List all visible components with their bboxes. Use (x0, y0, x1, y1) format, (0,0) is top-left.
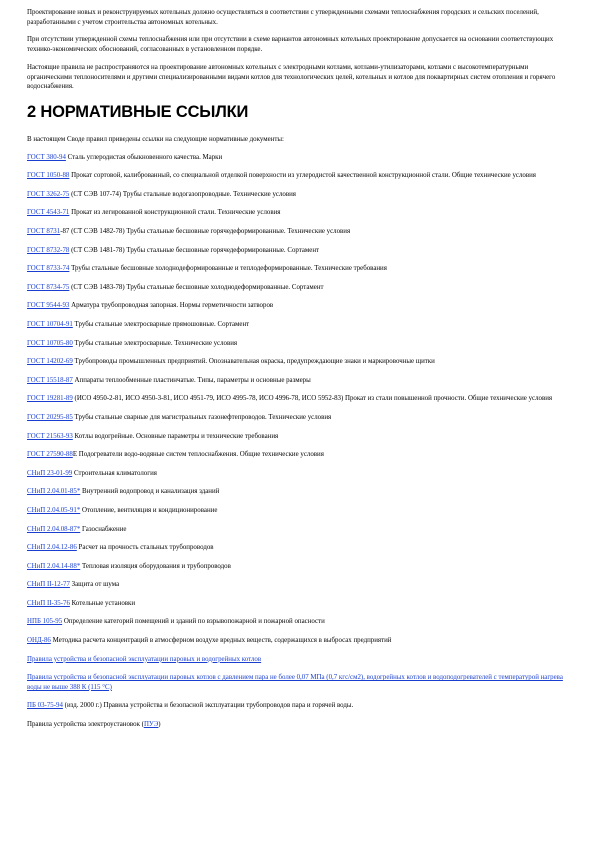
reference-prefix: Правила устройства электроустановок ( (27, 721, 144, 729)
reference-title: -87 (СТ СЭВ 1482-78) Трубы стальные бесшовные горячедеформированные. Технические условия (60, 228, 351, 236)
reference-link[interactable]: СНиП 2.04.01-85* (27, 488, 81, 496)
reference-title: Защита от шума (69, 581, 120, 589)
reference-item (27, 487, 567, 497)
reference-title: Расчет на прочность стальных трубопроводов (76, 544, 214, 552)
reference-title: Трубы стальные электросварные. Технические условия (72, 339, 238, 347)
reference-link[interactable]: ГОСТ 4543-71 (27, 209, 70, 217)
reference-item (27, 283, 567, 293)
document-page (27, 8, 567, 739)
reference-title: Трубы стальные сварные для магистральных газонефтепроводов. Технические условия (72, 413, 332, 421)
reference-link[interactable]: СНиП II-35-76 (27, 599, 70, 607)
reference-title: Арматура трубопроводная запорная. Нормы герметичности затворов (69, 302, 274, 310)
reference-item (27, 720, 567, 730)
reference-link[interactable]: ГОСТ 8734-75 (27, 283, 70, 291)
reference-item (27, 246, 567, 256)
reference-item (27, 617, 567, 627)
reference-title: Котлы водогрейные. Основные параметры и технические требования (72, 432, 279, 440)
reference-item (27, 543, 567, 553)
reference-title: Определение категорий помещений и зданий по взрывопожарной и пожарной опасности (62, 618, 325, 626)
intro-paragraph: Проектирование новых и реконструируемых котельных должно осуществляться в соответствии с утвержденными схемами теплоснабжения городских и сельских поселений, разработанными с учетом строительства автономных котельных. (27, 9, 539, 26)
reference-title: Аппараты теплообменные пластинчатые. Типы, параметры и основные размеры (72, 376, 311, 384)
reference-link[interactable]: ГОСТ 1050-88 (27, 172, 70, 180)
reference-link[interactable]: ПУЭ (143, 721, 159, 729)
reference-list (27, 153, 567, 730)
reference-link[interactable]: Правила устройства и безопасной эксплуатации паровых и водогрейных котлов (27, 655, 262, 663)
reference-title: Тепловая изоляция оборудования и трубопроводов (80, 562, 231, 570)
reference-item (27, 580, 567, 590)
reference-title: Методика расчета концентраций в атмосферном воздухе вредных веществ, содержащихся в выбросах предприятий (50, 637, 392, 645)
reference-title: ) (158, 721, 161, 729)
section-heading: 2 НОРМАТИВНЫЕ ССЫЛКИ (27, 102, 249, 121)
reference-title: Прокат из легированной конструкционной стали. Технические условия (69, 209, 281, 217)
reference-item (27, 506, 567, 516)
reference-link[interactable]: ОНД-86 (27, 637, 51, 645)
reference-title: (изд. 2000 г.) Правила устройства и безопасной эксплуатации трубопроводов пара и горячей воды. (62, 702, 354, 710)
reference-item (27, 450, 567, 460)
reference-item (27, 376, 567, 386)
reference-link[interactable]: СНиП 2.04.14-88* (27, 562, 81, 570)
reference-link[interactable]: ГОСТ 3262-75 (27, 190, 70, 198)
intro-paragraph: Настоящие правила не распространяются на проектирование автономных котельных с электродными котлами, котлами-утилизаторами, котлами с высокотемпературными органическими теплоносителями и другими специализированными видами котлов для технологических целей, котельных и котлов для поквартирных систем отопления и горячего водоснабжения. (27, 63, 556, 91)
reference-link[interactable]: ГОСТ 8732-78 (27, 246, 70, 254)
reference-item (27, 190, 567, 200)
reference-title: Сталь углеродистая обыкновенного качества. Марки (65, 153, 223, 161)
reference-title: (СТ СЭВ 1483-78) Трубы стальные бесшовные холоднодеформированные. Сортамент (69, 283, 324, 291)
reference-item (27, 562, 567, 572)
reference-link[interactable]: ГОСТ 9544-93 (27, 302, 70, 310)
reference-item (27, 264, 567, 274)
intro-paragraph: При отсутствии утвержденной схемы теплоснабжения или при отсутствии в схеме вариантов автономных котельных проектирование допускается на основании соответствующих технико-экономических обоснований, согласованных в установленном порядке. (27, 36, 554, 54)
reference-link[interactable]: ГОСТ 20295-85 (27, 413, 73, 421)
reference-item (27, 432, 567, 442)
reference-link[interactable]: ГОСТ 10705-80 (27, 339, 73, 347)
reference-link[interactable]: ГОСТ 21563-93 (27, 432, 73, 440)
reference-title: Газоснабжение (80, 525, 127, 533)
reference-link[interactable]: ГОСТ 10704-91 (27, 320, 73, 328)
reference-link[interactable]: СНиП 23-01-99 (27, 469, 73, 477)
reference-link[interactable]: СНиП 2.04.12-86 (27, 544, 77, 552)
reference-link[interactable]: СНиП II-12-77 (27, 581, 70, 589)
reference-link[interactable]: ГОСТ 8731 (27, 228, 61, 236)
reference-title: Внутренний водопровод и канализация зданий (80, 488, 220, 496)
reference-item (27, 655, 567, 665)
reference-title: (СТ СЭВ 107-74) Трубы стальные водогазопроводные. Технические условия (69, 190, 296, 198)
reference-link[interactable]: ГОСТ 14202-69 (27, 358, 73, 366)
reference-title: (СТ СЭВ 1481-78) Трубы стальные бесшовные горячедеформированные. Сортамент (69, 246, 320, 254)
reference-link[interactable]: ГОСТ 19281-89 (27, 395, 73, 403)
reference-item (27, 673, 567, 692)
reference-link[interactable]: ГОСТ 380-94 (27, 153, 66, 161)
reference-item (27, 701, 567, 711)
reference-item (27, 227, 567, 237)
reference-item (27, 394, 567, 404)
reference-item (27, 339, 567, 349)
reference-title: (ИСО 4950-2-81, ИСО 4950-3-81, ИСО 4951-79, ИСО 4995-78, ИСО 4996-78, ИСО 5952-83) Прокат из стали повышенной прочности. Общие технические условия (72, 395, 553, 403)
reference-title: Е Подогреватели водо-водяные систем теплоснабжения. Общие технические условия (72, 451, 324, 459)
reference-item (27, 599, 567, 609)
reference-link[interactable]: ПБ 03-75-94 (27, 702, 63, 710)
reference-title: Прокат сортовой, калиброванный, со специальной отделкой поверхности из углеродистой качественной конструкционной стали. Общие технические условия (69, 172, 536, 180)
reference-item (27, 208, 567, 218)
reference-item (27, 153, 567, 163)
reference-item (27, 636, 567, 646)
reference-link[interactable]: СНиП 2.04.08-87* (27, 525, 81, 533)
reference-title: Отопление, вентиляция и кондиционирование (80, 506, 218, 514)
reference-link[interactable]: НПБ 105-95 (27, 618, 63, 626)
reference-link[interactable]: Правила устройства и безопасной эксплуатации паровых котлов с давлением пара не более 0,07 МПа (0,7 кгс/см2), водогрейных котлов и водоподогревателей с температурой нагрева воды не выше 388 К (115 °С) (27, 674, 563, 691)
reference-link[interactable]: ГОСТ 8733-74 (27, 265, 70, 273)
section-intro: В настоящем Своде правил приведены ссылки на следующие нормативные документы: (27, 135, 284, 143)
reference-item (27, 171, 567, 181)
reference-title: Трубы стальные бесшовные холоднодеформированные и теплодеформированные. Технические требования (69, 265, 387, 273)
reference-title: Трубопроводы промышленных предприятий. Опознавательная окраска, предупреждающие знаки и маркировочные щитки (72, 358, 435, 366)
reference-title: Строительная климатология (72, 469, 157, 477)
reference-item (27, 413, 567, 423)
reference-item (27, 357, 567, 367)
reference-item (27, 320, 567, 330)
reference-link[interactable]: ГОСТ 27590-88 (27, 451, 73, 459)
reference-link[interactable]: СНиП 2.04.05-91* (27, 506, 81, 514)
reference-title: Котельные установки (69, 599, 136, 607)
intro-section (27, 8, 567, 92)
reference-item (27, 301, 567, 311)
reference-item (27, 525, 567, 535)
reference-item (27, 469, 567, 479)
reference-link[interactable]: ГОСТ 15518-87 (27, 376, 73, 384)
reference-title: Трубы стальные электросварные прямошовные. Сортамент (72, 320, 250, 328)
